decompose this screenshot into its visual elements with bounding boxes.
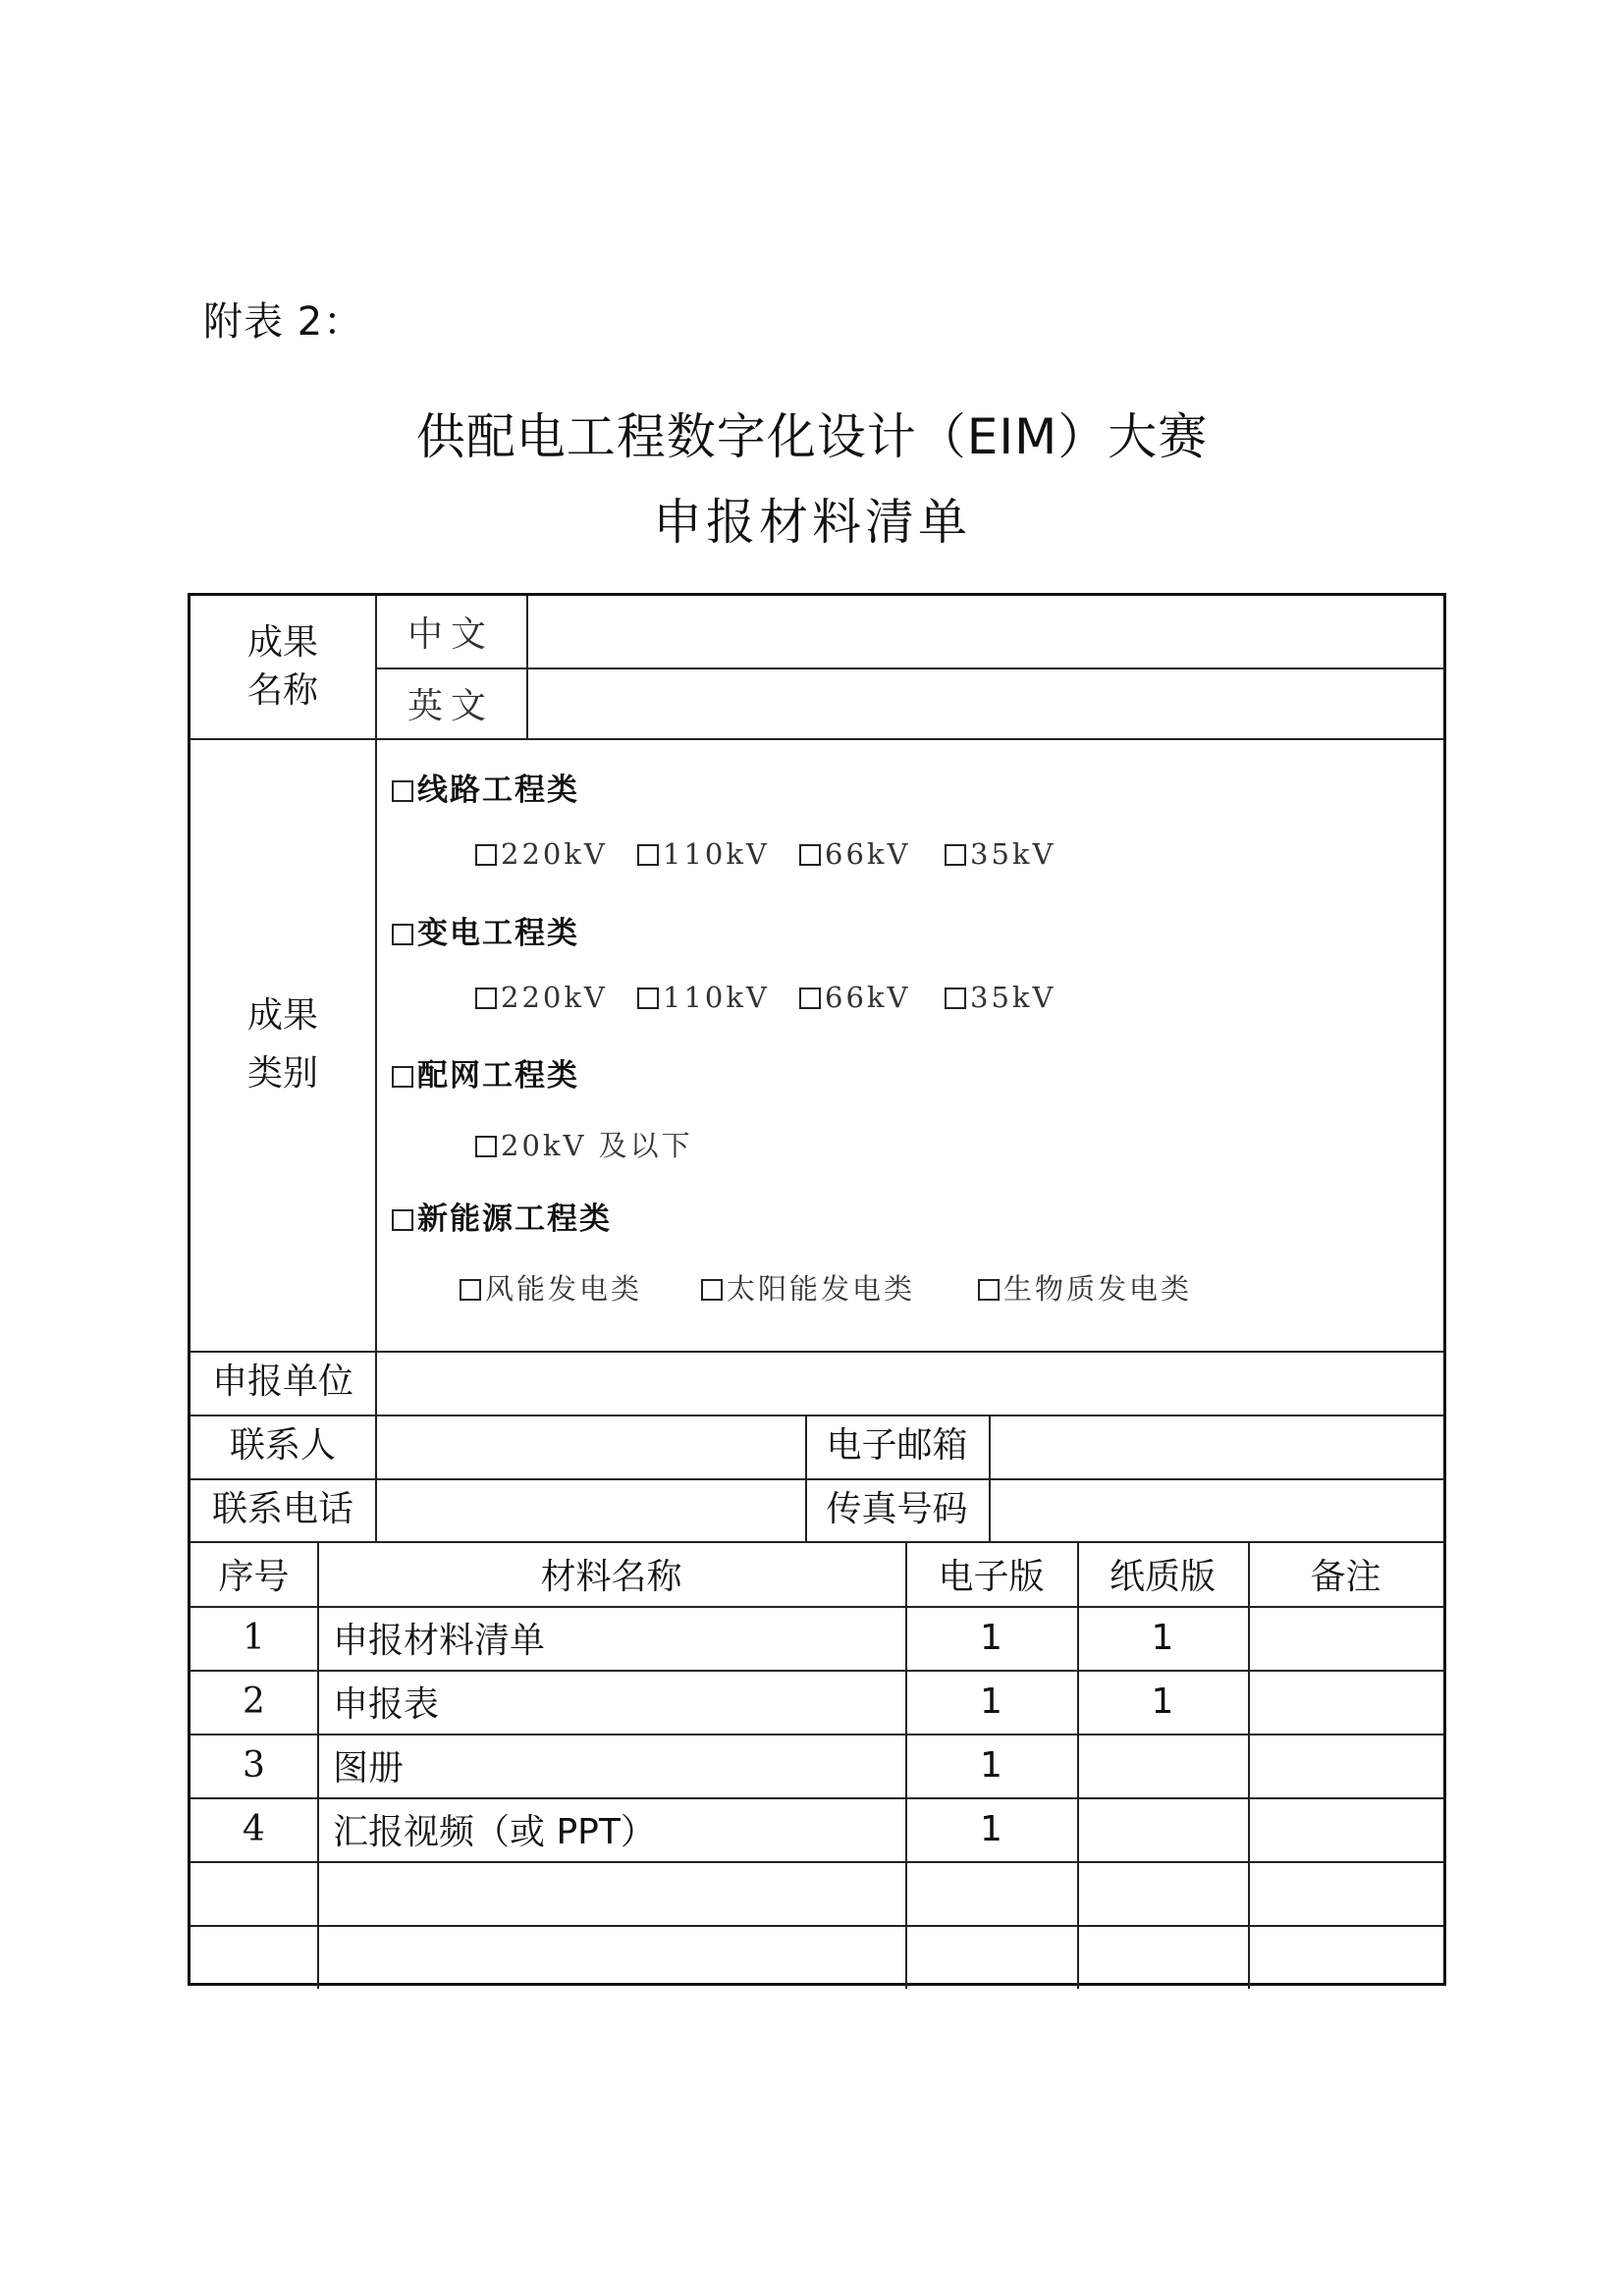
checkbox-icon[interactable] <box>392 780 413 802</box>
checkbox-icon[interactable] <box>637 988 659 1009</box>
header-paper: 纸质版 <box>1109 1556 1216 1597</box>
row-note[interactable] <box>1248 1925 1443 1986</box>
header-no: 序号 <box>218 1556 290 1597</box>
appendix-label: 附表 2： <box>203 299 364 345</box>
row-paper[interactable] <box>1077 1861 1248 1925</box>
option-substation-110kv[interactable] <box>637 981 770 1014</box>
org-label: 申报单位 <box>211 1362 353 1403</box>
category-renewable-label: 新能源工程类 <box>417 1201 612 1237</box>
option-distribution-20kv[interactable] <box>475 1124 693 1164</box>
row-electronic[interactable]: 1 <box>980 1809 1002 1849</box>
divider <box>190 738 1443 740</box>
row-electronic[interactable]: 1 <box>980 1745 1002 1786</box>
checkbox-icon[interactable] <box>945 988 966 1009</box>
checkbox-icon[interactable] <box>475 844 497 866</box>
row-name: 图册 <box>333 1748 405 1789</box>
option-label: 220kV <box>501 981 608 1014</box>
phone-label: 联系电话 <box>211 1488 353 1529</box>
checkbox-icon[interactable] <box>978 1279 1000 1301</box>
row-electronic[interactable] <box>905 1925 1077 1986</box>
checkbox-icon[interactable] <box>392 1066 413 1088</box>
option-renewable-solar[interactable] <box>701 1267 915 1308</box>
option-label: 20kV 及以下 <box>501 1129 693 1162</box>
email-field[interactable] <box>991 1416 1441 1476</box>
category-distribution[interactable] <box>392 1050 579 1095</box>
row-name: 申报材料清单 <box>333 1621 546 1661</box>
category-substation-label: 变电工程类 <box>417 916 579 951</box>
header-note: 备注 <box>1310 1556 1381 1597</box>
row-name: 汇报视频（或 PPT） <box>333 1812 656 1852</box>
org-field[interactable] <box>377 1353 1441 1413</box>
option-label: 风能发电类 <box>485 1272 643 1306</box>
checkbox-icon[interactable] <box>475 1136 497 1157</box>
row-electronic[interactable] <box>905 1861 1077 1925</box>
row-electronic[interactable]: 1 <box>980 1682 1002 1722</box>
fax-field[interactable] <box>991 1480 1441 1539</box>
checkbox-icon[interactable] <box>701 1279 723 1301</box>
category-substation[interactable] <box>392 908 579 952</box>
name-cn-label: 中文 <box>406 614 494 655</box>
checkbox-icon[interactable] <box>460 1279 481 1301</box>
option-line-66kv[interactable] <box>799 837 910 871</box>
option-label: 110kV <box>663 837 770 871</box>
row-paper[interactable] <box>1077 1925 1248 1986</box>
row-paper[interactable]: 1 <box>1151 1682 1174 1722</box>
row-note[interactable] <box>1248 1670 1443 1734</box>
option-line-35kv[interactable] <box>945 837 1056 871</box>
application-form <box>188 593 1446 1986</box>
row-note[interactable] <box>1248 1606 1443 1670</box>
option-substation-66kv[interactable] <box>799 981 910 1014</box>
checkbox-icon[interactable] <box>799 988 821 1009</box>
option-label: 35kV <box>970 981 1056 1014</box>
row-no: 3 <box>243 1745 265 1786</box>
row-note[interactable] <box>1248 1861 1443 1925</box>
option-label: 太阳能发电类 <box>727 1272 916 1306</box>
name-en-label: 英文 <box>406 685 494 726</box>
option-substation-220kv[interactable] <box>475 981 608 1014</box>
checkbox-icon[interactable] <box>945 844 966 866</box>
name-cn-field[interactable] <box>528 598 1441 666</box>
phone-field[interactable] <box>377 1480 803 1539</box>
checkbox-icon[interactable] <box>475 988 497 1009</box>
option-renewable-wind[interactable] <box>460 1267 642 1308</box>
option-label: 110kV <box>663 981 770 1014</box>
row-name: 申报表 <box>333 1684 440 1725</box>
option-line-220kv[interactable] <box>475 837 608 871</box>
contact-label: 联系人 <box>229 1425 336 1467</box>
email-label: 电子邮箱 <box>826 1425 968 1467</box>
option-renewable-biomass[interactable] <box>978 1267 1192 1308</box>
row-note[interactable] <box>1248 1734 1443 1797</box>
option-label: 220kV <box>501 837 608 871</box>
option-label: 35kV <box>970 837 1056 871</box>
option-substation-35kv[interactable] <box>945 981 1056 1014</box>
checkbox-icon[interactable] <box>392 1209 413 1231</box>
row-no <box>190 1861 317 1925</box>
row-no: 4 <box>243 1809 265 1849</box>
fax-label: 传真号码 <box>826 1488 968 1529</box>
row-name[interactable] <box>317 1861 905 1925</box>
category-label: 成果 类别 <box>246 994 318 1094</box>
name-en-field[interactable] <box>528 669 1441 736</box>
checkbox-icon[interactable] <box>799 844 821 866</box>
category-renewable[interactable] <box>392 1194 612 1238</box>
row-electronic[interactable]: 1 <box>980 1618 1002 1658</box>
header-electronic: 电子版 <box>938 1556 1045 1597</box>
row-no: 2 <box>243 1682 265 1722</box>
checkbox-icon[interactable] <box>392 924 413 945</box>
page-title: 供配电工程数字化设计（EIM）大赛 <box>415 408 1209 465</box>
row-note[interactable] <box>1248 1797 1443 1861</box>
row-name[interactable] <box>317 1925 905 1986</box>
row-paper[interactable] <box>1077 1734 1248 1797</box>
option-label: 66kV <box>825 837 911 871</box>
category-distribution-label: 配网工程类 <box>417 1058 579 1094</box>
page-subtitle: 申报材料清单 <box>653 494 971 551</box>
option-label: 生物质发电类 <box>1003 1272 1193 1306</box>
category-line[interactable] <box>392 765 579 809</box>
option-line-110kv[interactable] <box>637 837 770 871</box>
option-label: 66kV <box>825 981 911 1014</box>
row-paper[interactable]: 1 <box>1151 1618 1174 1658</box>
contact-field[interactable] <box>377 1416 803 1476</box>
category-line-label: 线路工程类 <box>417 773 579 808</box>
name-label: 成果 名称 <box>246 621 318 711</box>
checkbox-icon[interactable] <box>637 844 659 866</box>
row-paper[interactable] <box>1077 1797 1248 1861</box>
row-no: 1 <box>243 1618 265 1658</box>
header-name: 材料名称 <box>540 1556 682 1597</box>
row-no <box>190 1925 317 1986</box>
